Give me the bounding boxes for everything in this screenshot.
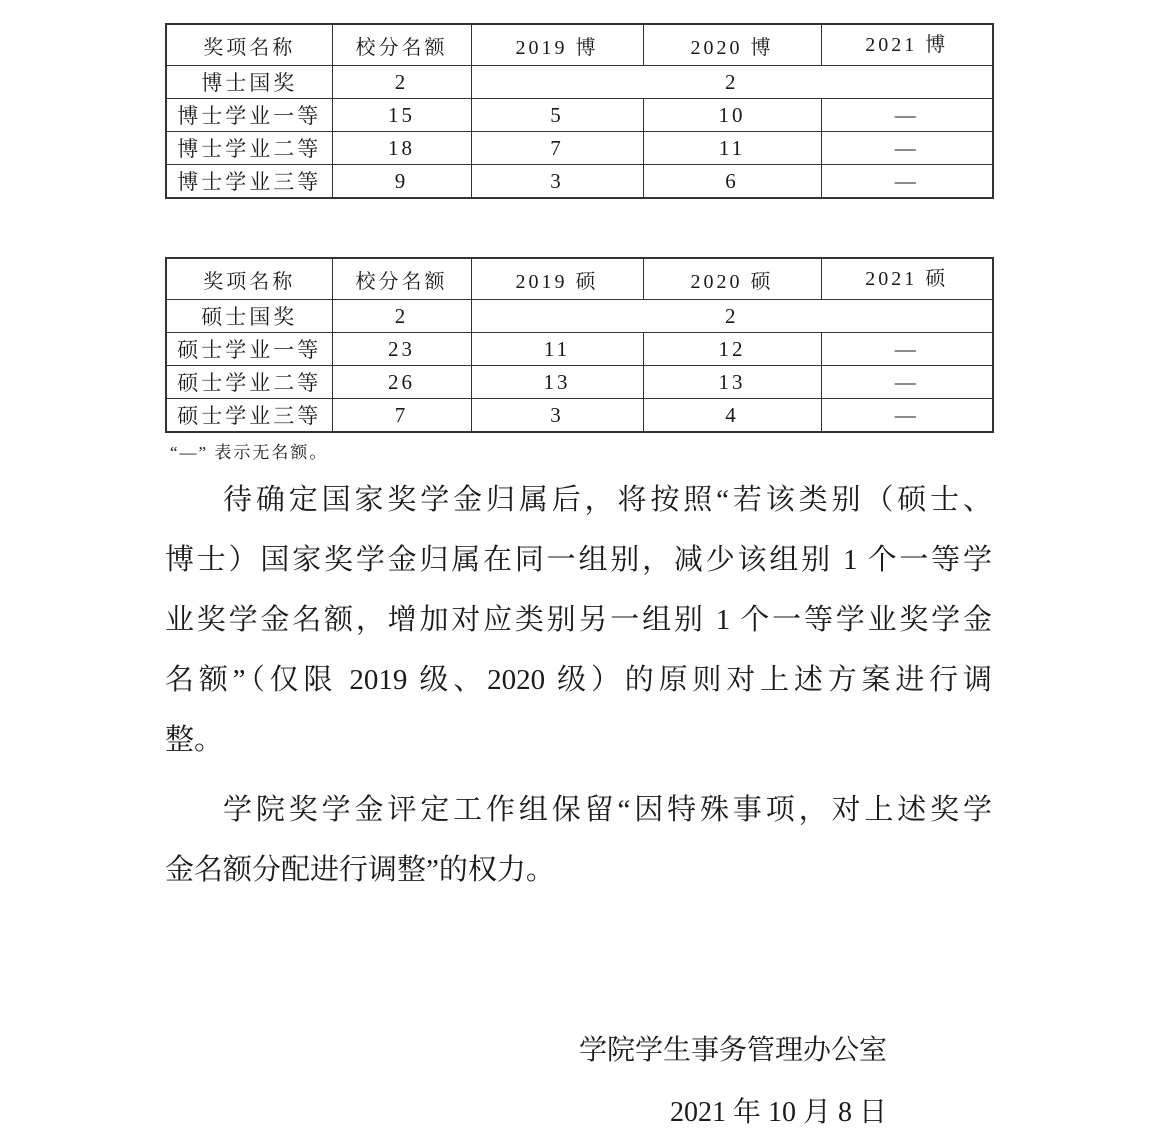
quota-cell: —: [821, 99, 993, 132]
award-name-cell: 硕士学业三等: [166, 399, 332, 433]
quota-cell: 3: [471, 399, 643, 433]
col-header-school-quota: 校分名额: [332, 258, 471, 300]
text-line: 业奖学金名额，增加对应类别另一组别 1 个一等学业奖学金: [165, 604, 992, 636]
award-name-cell: 硕士国奖: [166, 300, 332, 333]
table-row: [166, 399, 993, 433]
col-header-2019: 2019 博: [471, 24, 643, 66]
col-header-award-name: 奖项名称: [166, 258, 332, 300]
award-name-cell: 博士学业三等: [166, 165, 332, 199]
table-row: [166, 66, 993, 99]
merged-quota-cell: 2: [471, 300, 993, 333]
table-row: [166, 132, 993, 165]
quota-cell: —: [821, 366, 993, 399]
quota-cell: 18: [332, 132, 471, 165]
text-line: 博士）国家奖学金归属在同一组别，减少该组别 1 个一等学: [165, 544, 992, 576]
quota-cell: 10: [643, 99, 821, 132]
quota-cell: —: [821, 132, 993, 165]
table-row: [166, 300, 993, 333]
award-name-cell: 博士学业二等: [166, 132, 332, 165]
table-footnote: “—” 表示无名额。: [170, 443, 329, 462]
adjustment-policy-paragraph: [165, 470, 992, 770]
quota-cell: 5: [471, 99, 643, 132]
award-name-cell: 硕士学业一等: [166, 333, 332, 366]
quota-cell: 26: [332, 366, 471, 399]
quota-cell: 3: [471, 165, 643, 199]
signature-date: 2021 年 10 月 8 日: [669, 1097, 887, 1128]
text-line: 金名额分配进行调整”的权力。: [165, 854, 555, 886]
signature-office: 学院学生事务管理办公室: [578, 1035, 887, 1066]
quota-cell: —: [821, 165, 993, 199]
master-scholarship-table: [165, 257, 994, 433]
signature-block: [579, 1020, 887, 1144]
quota-cell: 12: [643, 333, 821, 366]
quota-cell: —: [821, 399, 993, 433]
col-header-school-quota: 校分名额: [332, 24, 471, 66]
col-header-2020: 2020 博: [643, 24, 821, 66]
quota-cell: 23: [332, 333, 471, 366]
col-header-2021: 2021 硕: [821, 258, 993, 300]
body-text: [165, 470, 992, 900]
text-line: 学院奖学金评定工作组保留“因特殊事项，对上述奖学: [223, 794, 992, 826]
quota-cell: 6: [643, 165, 821, 199]
text-line: 待确定国家奖学金归属后，将按照“若该类别（硕士、: [223, 484, 992, 516]
quota-cell: 2: [332, 66, 471, 99]
table-header-row: [166, 24, 993, 66]
quota-cell: —: [821, 333, 993, 366]
col-header-award-name: 奖项名称: [166, 24, 332, 66]
doctoral-scholarship-table: [165, 23, 994, 199]
award-name-cell: 博士国奖: [166, 66, 332, 99]
table-row: [166, 165, 993, 199]
col-header-2020: 2020 硕: [643, 258, 821, 300]
text-line: 整。: [165, 724, 224, 756]
col-header-2021: 2021 博: [821, 24, 993, 66]
quota-cell: 7: [332, 399, 471, 433]
merged-quota-cell: 2: [471, 66, 993, 99]
reservation-clause-paragraph: [165, 780, 992, 900]
quota-cell: 7: [471, 132, 643, 165]
quota-cell: 4: [643, 399, 821, 433]
col-header-2019: 2019 硕: [471, 258, 643, 300]
table-header-row: [166, 258, 993, 300]
table-row: [166, 333, 993, 366]
text-line: 名额”（仅限 2019 级、2020 级）的原则对上述方案进行调: [165, 664, 992, 696]
award-name-cell: 硕士学业二等: [166, 366, 332, 399]
quota-cell: 11: [471, 333, 643, 366]
table-row: [166, 366, 993, 399]
quota-cell: 11: [643, 132, 821, 165]
quota-cell: 15: [332, 99, 471, 132]
quota-cell: 13: [471, 366, 643, 399]
table-row: [166, 99, 993, 132]
quota-cell: 2: [332, 300, 471, 333]
quota-cell: 13: [643, 366, 821, 399]
award-name-cell: 博士学业一等: [166, 99, 332, 132]
quota-cell: 9: [332, 165, 471, 199]
